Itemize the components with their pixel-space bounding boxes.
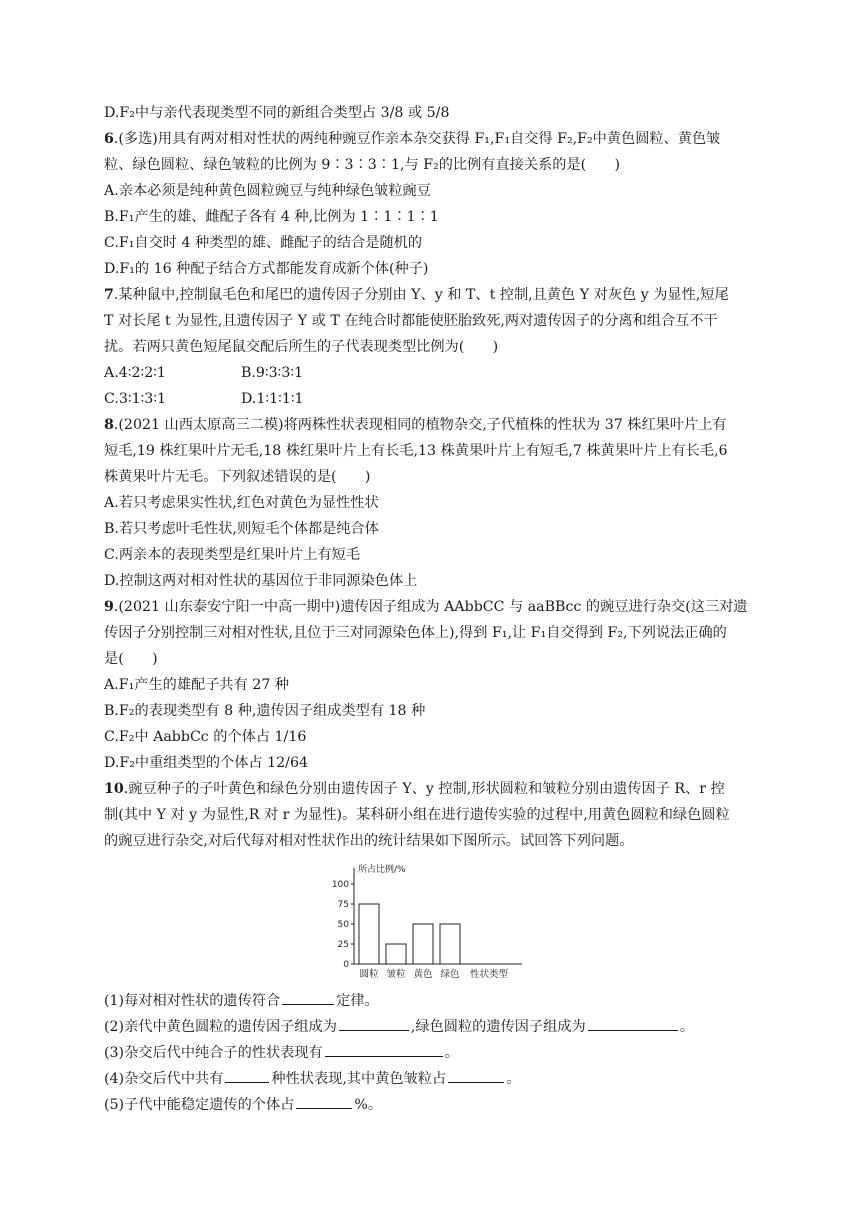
q7-options-row1 — [104, 360, 764, 386]
trait-ratio-chart — [104, 858, 764, 988]
q9-stem-line2: 传因子分别控制三对相对性状,且位于三对同源染色体上),得到 F₁,让 F₁自交得到 F₂,下列说法正确的 — [104, 625, 727, 641]
q10-stem-line3: 的豌豆进行杂交,对后代每对相对性状作出的统计结果如下图所示。试回答下列问题。 — [104, 833, 634, 849]
q9-option-a: A.F₁产生的雄配子共有 27 种 — [104, 677, 290, 693]
q7-stem-line3: 扰。若两只黄色短尾鼠交配后所生的子代表现类型比例为( ) — [104, 339, 499, 355]
q7-text: .某种鼠中,控制鼠毛色和尾巴的遗传因子分别由 Y、y 和 T、t 控制,且黄色 Y 对灰色 y 为显性,短尾 — [113, 287, 729, 303]
y-tick-label: 100 — [331, 880, 349, 890]
q9-text: .(2021 山东泰安宁阳一中高一期中)遗传因子组成为 AAbbCC 与 aaBBcc 的豌豆进行杂交(这三对遗 — [113, 599, 748, 615]
q10-sub1-tail: 定律。 — [336, 993, 379, 1009]
q10-sub1 — [104, 988, 764, 1014]
q10-sub5-tail: %。 — [354, 1097, 383, 1113]
q10-stem-line1 — [104, 776, 764, 802]
q10-sub2-text: (2)亲代中黄色圆粒的遗传因子组成为 — [104, 1019, 337, 1035]
answer-blank-2b[interactable] — [588, 1014, 678, 1031]
x-axis-label: 性状类型 — [469, 969, 509, 980]
y-axis-label: 所占比例/% — [358, 865, 406, 875]
y-tick-label: 0 — [343, 960, 349, 970]
q6-text: .(多选)用具有两对相对性状的两纯种豌豆作亲本杂交获得 F₁,F₁自交得 F₂,F₂中黄色圆粒、黄色皱 — [113, 131, 721, 147]
q9-number: 9 — [104, 599, 114, 615]
answer-blank-1[interactable] — [282, 988, 334, 1005]
q6-option-c: C.F₁自交时 4 种类型的雄、雌配子的结合是随机的 — [104, 235, 423, 251]
q10-sub5-text: (5)子代中能稳定遗传的个体占 — [104, 1097, 295, 1113]
q10-number: 10 — [104, 781, 124, 797]
q9-option-b: B.F₂的表现类型有 8 种,遗传因子组成类型有 18 种 — [104, 703, 426, 719]
bar-2 — [413, 924, 433, 964]
x-category-label: 皱粒 — [386, 969, 406, 980]
q8-option-c: C.两亲本的表现类型是红果叶片上有短毛 — [104, 547, 361, 563]
q7-stem-line1 — [104, 282, 764, 308]
q10-sub3-text: (3)杂交后代中纯合子的性状表现有 — [104, 1045, 323, 1061]
q10-sub4-mid: 种性状表现,其中黄色皱粒占 — [271, 1071, 447, 1087]
answer-blank-4a[interactable] — [225, 1066, 269, 1083]
q8-stem-line1 — [104, 412, 764, 438]
answer-blank-5[interactable] — [296, 1092, 352, 1109]
q7-option-a: A.4∶2∶2∶1 — [104, 365, 166, 381]
bar-3 — [440, 924, 460, 964]
q10-sub4 — [104, 1066, 764, 1092]
q8-option-b: B.若只考虑叶毛性状,则短毛个体都是纯合体 — [104, 521, 379, 537]
x-category-label: 圆粒 — [359, 969, 379, 980]
worksheet — [104, 100, 764, 1118]
bar-0 — [359, 904, 379, 964]
x-category-label: 黄色 — [413, 969, 433, 980]
q8-text: .(2021 山西太原高三二模)将两株性状表现相同的植物杂交,子代植株的性状为 37 株红果叶片上有 — [113, 417, 727, 433]
q10-sub2-tail: 。 — [679, 1019, 694, 1035]
q7-option-b: B.9∶3∶3∶1 — [241, 365, 304, 381]
q10-sub3-tail: 。 — [444, 1045, 459, 1061]
q6-number: 6 — [104, 131, 114, 147]
q7-stem-line2: T 对长尾 t 为显性,且遗传因子 Y 或 T 在纯合时都能使胚胎致死,两对遗传因子的分离和组合互不干 — [104, 313, 718, 329]
answer-blank-4b[interactable] — [448, 1066, 504, 1083]
q7-options-row2 — [104, 386, 764, 412]
bar-1 — [386, 944, 406, 964]
q6-option-b: B.F₁产生的雄、雌配子各有 4 种,比例为 1∶1∶1∶1 — [104, 209, 439, 225]
q7-number: 7 — [104, 287, 114, 303]
q10-sub4-tail: 。 — [506, 1071, 521, 1087]
answer-blank-3[interactable] — [325, 1040, 443, 1057]
q8-number: 8 — [104, 417, 114, 433]
q6-option-a: A.亲本必须是纯种黄色圆粒豌豆与纯种绿色皱粒豌豆 — [104, 183, 431, 199]
q8-option-d: D.控制这两对相对性状的基因位于非同源染色体上 — [104, 573, 418, 589]
q10-sub2 — [104, 1014, 764, 1040]
q9-option-c: C.F₂中 AabbCc 的个体占 1/16 — [104, 729, 307, 745]
bar-chart-svg — [324, 858, 534, 986]
q8-stem-line3: 株黄果叶片无毛。下列叙述错误的是( ) — [104, 469, 371, 485]
y-tick-label: 50 — [337, 920, 349, 930]
q10-sub2-mid: ,绿色圆粒的遗传因子组成为 — [410, 1019, 586, 1035]
y-tick-label: 25 — [337, 940, 349, 950]
q10-stem-line2: 制(其中 Y 对 y 为显性,R 对 r 为显性)。某科研小组在进行遗传实验的过程中,用黄色圆粒和绿色圆粒 — [104, 807, 730, 823]
q8-option-a: A.若只考虑果实性状,红色对黄色为显性性状 — [104, 495, 379, 511]
q7-option-d: D.1∶1∶1∶1 — [241, 391, 304, 407]
q9-stem-line1 — [104, 594, 764, 620]
q10-sub3 — [104, 1040, 764, 1066]
q6-option-d: D.F₁的 16 种配子结合方式都能发育成新个体(种子) — [104, 261, 429, 277]
q10-sub5 — [104, 1092, 764, 1118]
x-category-label: 绿色 — [440, 969, 460, 980]
q10-text: .豌豆种子的子叶黄色和绿色分别由遗传因子 Y、y 控制,形状圆粒和皱粒分别由遗传因子 R、r 控 — [123, 781, 725, 797]
q6-stem-line1 — [104, 126, 764, 152]
q9-stem-line3: 是( ) — [104, 651, 158, 667]
q10-sub1-text: (1)每对相对性状的遗传符合 — [104, 993, 281, 1009]
q10-sub4-text: (4)杂交后代中共有 — [104, 1071, 224, 1087]
q9-option-d: D.F₂中重组类型的个体占 12/64 — [104, 755, 308, 771]
answer-blank-2a[interactable] — [339, 1014, 409, 1031]
q5-option-d: D.F₂中与亲代表现类型不同的新组合类型占 3/8 或 5/8 — [104, 105, 450, 121]
q7-option-c: C.3∶1∶3∶1 — [104, 391, 167, 407]
q8-stem-line2: 短毛,19 株红果叶片无毛,18 株红果叶片上有长毛,13 株黄果叶片上有短毛,7 株黄果叶片上有长毛,6 — [104, 443, 728, 459]
y-tick-label: 75 — [337, 900, 349, 910]
q6-stem-line2: 粒、绿色圆粒、绿色皱粒的比例为 9∶3∶3∶1,与 F₂的比例有直接关系的是( ) — [104, 157, 621, 173]
